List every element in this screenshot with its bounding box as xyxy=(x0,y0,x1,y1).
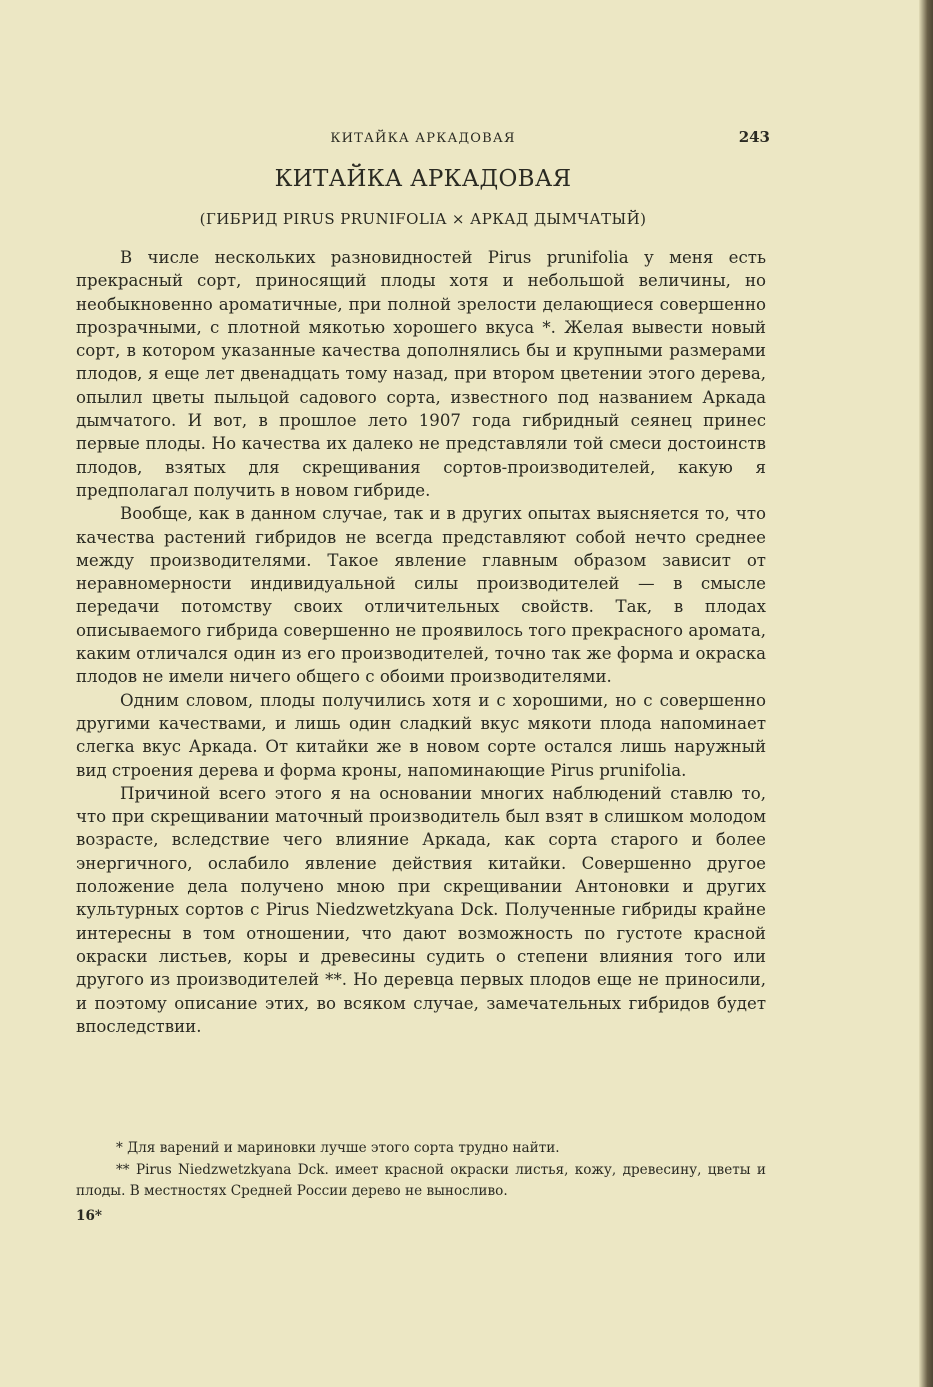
article-subtitle: (ГИБРИД PIRUS PRUNIFOLIA × АРКАД ДЫМЧАТЫЙ) xyxy=(199,210,647,228)
footnote-1: * Для варений и мариновки лучше этого сорта трудно найти. xyxy=(116,1140,560,1156)
paragraph-2: Вообще, как в данном случае, так и в других опытах выясняется то, что качества растений гибридов не всегда представляют собой нечто среднее между производителями. Такое явление главным образом зависит от неравномерности индивидуальной силы производителей — в смысле передачи потомству своих отличительных свойств. Так, в плодах описываемого гибрида совершенно не проявилось того прекрасного аромата, каким отличался один из его производителей, точно так же форма и окраска плодов не имели ничего общего с обоими производителями. xyxy=(76,504,766,687)
running-head xyxy=(76,128,770,150)
paragraph-1: В числе нескольких разновидностей Pirus prunifolia у меня есть прекрасный сорт, приносящий плоды хотя и небольшой величины, но необыкновенно ароматичные, при полной зрелости делающиеся совершенно прозрачными, с плотной мякотью хорошего вкуса *. Желая вывести новый сорт, в котором указанные качества дополнялись бы и крупными размерами плодов, я еще лет двенадцать тому назад, при втором цветении этого дерева, опылил цветы пыльцой садового сорта, известного под названием Аркада дымчатого. И вот, в прошлое лето 1907 года гибридный сеянец принес первые плоды. Но качества их далеко не представляли той смеси достоинств плодов, взятых для скрещивания сортов-производителей, какую я предполагал получить в новом гибриде. xyxy=(76,248,766,500)
running-title: КИТАЙКА АРКАДОВАЯ xyxy=(330,131,516,146)
paragraph-4: Причиной всего этого я на основании многих наблюдений ставлю то, что при скрещивании маточный производитель был взят в слишком молодом возрасте, вследствие чего влияние Аркада, как сорта старого и более энергичного, ослабило явление действия китайки. Совершенно другое положение дела получено мною при скрещивании Антоновки и других культурных сортов с Pirus Niedzwetzkyana Dck. Полученные гибриды крайне интересны в том отношении, что дают возможность по густоте красной окраски листьев, коры и древесины судить о степени влияния того или другого из производителей **. Но деревца первых плодов еще не приносили, и поэтому описание этих, во всяком случае, замечательных гибридов будет впоследствии. xyxy=(76,783,766,1036)
footnotes xyxy=(76,1138,766,1203)
page-edge-shadow xyxy=(919,0,933,1387)
article-body xyxy=(76,246,766,1038)
signature-mark: 16* xyxy=(76,1208,103,1224)
footnote-2: ** Pirus Niedzwetzkyana Dck. имеет красной окраски листья, кожу, древесину, цветы и плоды. В местностях Средней России дерево не выносливо. xyxy=(76,1161,766,1199)
paragraph-3: Одним словом, плоды получились хотя и с хорошими, но с совершенно другими качествами, и лишь один сладкий вкус мякоти плода напоминает слегка вкус Аркада. От китайки же в новом сорте остался лишь наружный вид строения дерева и форма кроны, напоминающие Pirus prunifolia. xyxy=(76,690,766,780)
article-title: КИТАЙКА АРКАДОВАЯ xyxy=(274,166,572,192)
page-number: 243 xyxy=(738,128,770,146)
